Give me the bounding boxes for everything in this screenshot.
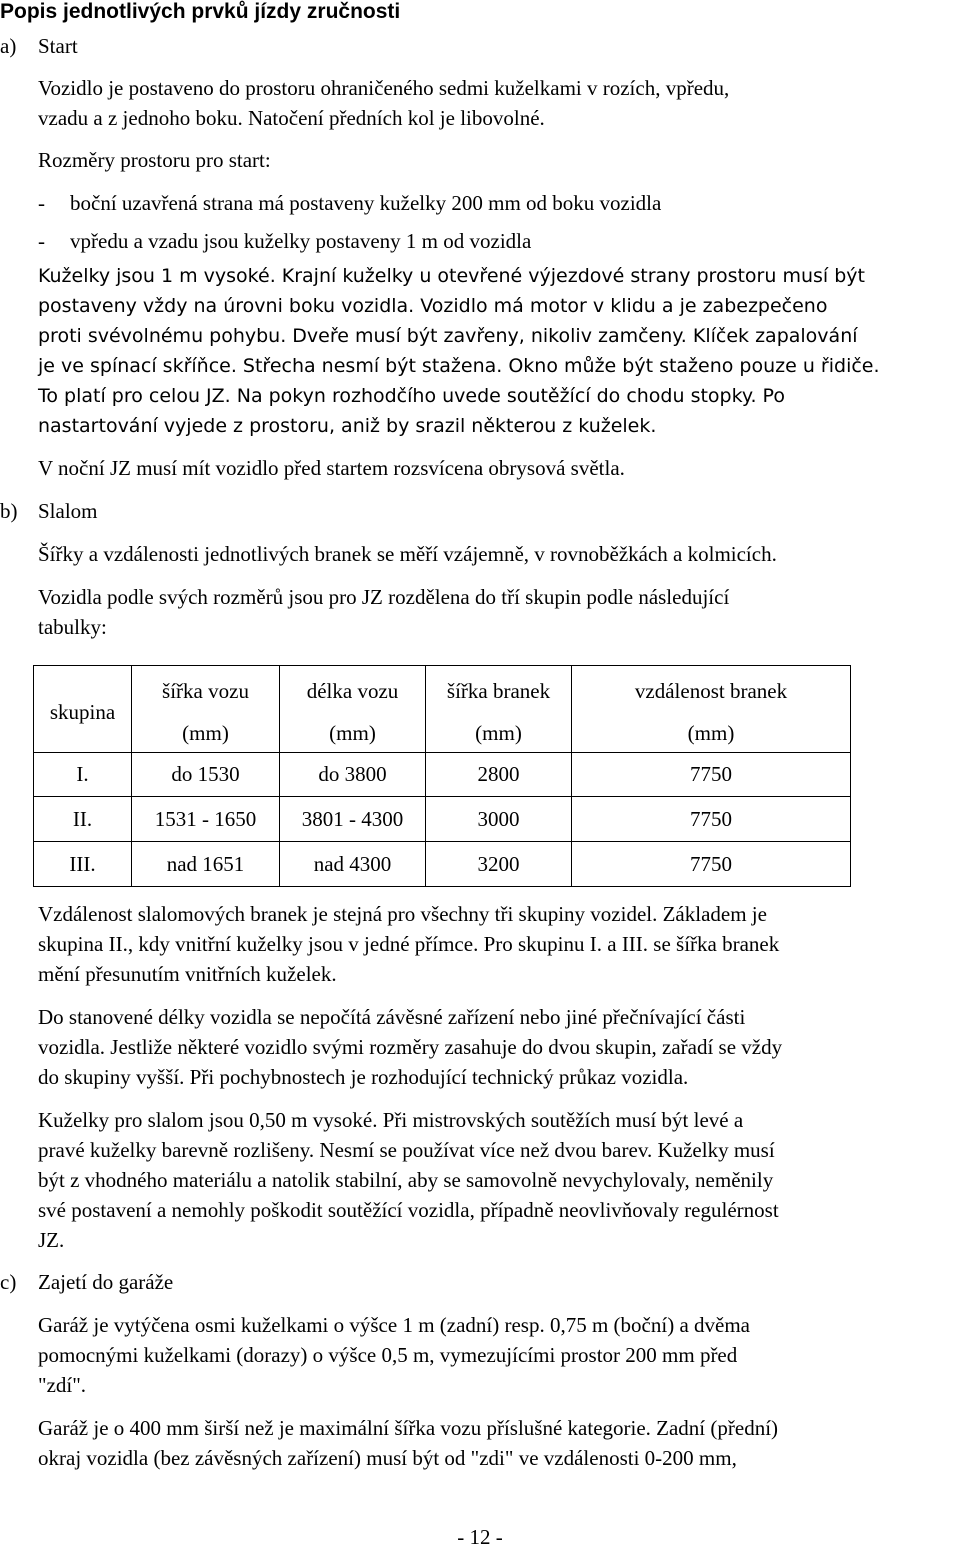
- header-gate-width: [426, 666, 572, 753]
- cell-group: I.: [34, 753, 132, 797]
- vehicle-groups-table: [33, 665, 851, 887]
- header-group-label: skupina: [49, 700, 116, 724]
- cell-gate-width: 3200: [426, 842, 572, 887]
- slalom-para-2-line-2: tabulky:: [38, 615, 107, 639]
- cell-car-length: 3801 - 4300: [280, 797, 426, 842]
- slalom-para-5-line-4: své postavení a nemohly poškodit soutěžící vozidla, případně neovlivňovaly regulérnost: [38, 1198, 779, 1222]
- slalom-para-3-line-1: Vzdálenost slalomových branek je stejná pro všechny tři skupiny vozidel. Základem je: [38, 902, 767, 926]
- slalom-para-4-line-1: Do stanovené délky vozidla se nepočítá závěsné zařízení nebo jiné přečnívající části: [38, 1005, 746, 1029]
- section-c-letter: c): [0, 1270, 17, 1294]
- cell-car-length: do 3800: [280, 753, 426, 797]
- cell-gate-width: 3000: [426, 797, 572, 842]
- slalom-para-4-line-2: vozidla. Jestliže některé vozidlo svými rozměry zasahuje do dvou skupin, zařadí se vždy: [38, 1035, 783, 1059]
- header-gate-width-label: šířka branek: [446, 679, 551, 703]
- slalom-para-3-line-2: skupina II., kdy vnitřní kuželky jsou v jedné přímce. Pro skupinu I. a III. se šířka branek: [38, 932, 780, 956]
- section-b-title: Slalom: [38, 499, 98, 523]
- header-gate-distance: [572, 666, 851, 753]
- header-car-width-label: šířka vozu: [162, 679, 249, 703]
- garage-para-2-line-2: okraj vozidla (bez závěsných zařízení) musí být od "zdi" ve vzdálenosti 0-200 mm,: [38, 1446, 737, 1470]
- dimensions-label: Rozměry prostoru pro start:: [38, 148, 271, 172]
- bullet-item-1: boční uzavřená strana má postaveny kuželky 200 mm od boku vozidla: [70, 191, 662, 215]
- cell-car-width: nad 1651: [132, 842, 280, 887]
- rules-line-5: To platí pro celou JZ. Na pokyn rozhodčího uvede soutěžící do chodu stopky. Po: [38, 385, 785, 407]
- garage-para-1-line-1: Garáž je vytýčena osmi kuželkami o výšce 1 m (zadní) resp. 0,75 m (boční) a dvěma: [38, 1313, 751, 1337]
- table-header-row: [34, 666, 851, 753]
- slalom-para-1: Šířky a vzdálenosti jednotlivých branek se měří vzájemně, v rovnoběžkách a kolmicích.: [38, 542, 777, 566]
- garage-para-2-line-1: Garáž je o 400 mm širší než je maximální šířka vozu příslušné kategorie. Zadní (přední): [38, 1416, 779, 1440]
- slalom-para-3-line-3: mění přesunutím vnitřních kuželek.: [38, 962, 337, 986]
- cell-gate-distance: 7750: [572, 797, 851, 842]
- header-gate-distance-unit: (mm): [687, 721, 735, 745]
- cell-car-length: nad 4300: [280, 842, 426, 887]
- header-car-length-unit: (mm): [329, 721, 376, 745]
- cell-car-width: 1531 - 1650: [132, 797, 280, 842]
- rules-line-1: Kuželky jsou 1 m vysoké. Krajní kuželky u otevřené výjezdové strany prostoru musí být: [38, 265, 865, 287]
- header-car-width-unit: (mm): [182, 721, 229, 745]
- table-row: [34, 797, 851, 842]
- section-c-title: Zajetí do garáže: [38, 1270, 174, 1294]
- rules-line-6: nastartování vyjede z prostoru, aniž by srazil některou z kuželek.: [38, 415, 657, 437]
- header-car-length-label: délka vozu: [306, 679, 399, 703]
- cell-group: II.: [34, 797, 132, 842]
- bullet-dash-2: -: [38, 229, 45, 253]
- page-number: - 12 -: [457, 1525, 503, 1549]
- rules-line-2: postaveny vždy na úrovni boku vozidla. Vozidlo má motor v klidu a je zabezpečeno: [38, 295, 828, 317]
- header-car-length: [280, 666, 426, 753]
- slalom-para-4-line-3: do skupiny vyšší. Při pochybnostech je rozhodující technický průkaz vozidla.: [38, 1065, 689, 1089]
- garage-para-1-line-3: "zdí".: [38, 1373, 87, 1397]
- cell-group: III.: [34, 842, 132, 887]
- rules-line-4: je ve spínací skříňce. Střecha nesmí být stažena. Okno může být staženo pouze u řidiče.: [38, 355, 880, 377]
- section-a-intro-line-1: Vozidlo je postaveno do prostoru ohraničeného sedmi kuželkami v rozích, vpředu,: [38, 76, 730, 100]
- cell-gate-distance: 7750: [572, 842, 851, 887]
- header-gate-distance-label: vzdálenost branek: [634, 679, 788, 703]
- slalom-para-2-line-1: Vozidla podle svých rozměrů jsou pro JZ rozdělena do tří skupin podle následující: [38, 585, 730, 609]
- table-row: [34, 753, 851, 797]
- bullet-item-2: vpředu a vzadu jsou kuželky postaveny 1 m od vozidla: [70, 229, 532, 253]
- section-a-title: Start: [38, 34, 78, 58]
- table-row: [34, 842, 851, 887]
- section-a-intro-line-2: vzadu a z jednoho boku. Natočení předních kol je libovolné.: [38, 106, 545, 130]
- slalom-para-5-line-3: být z vhodného materiálu a natolik stabilní, aby se samovolně nevychylovaly, neměnily: [38, 1168, 774, 1192]
- section-a-letter: a): [0, 34, 17, 58]
- section-b-letter: b): [0, 499, 18, 523]
- slalom-para-5-line-2: pravé kuželky barevně rozlišeny. Nesmí se používat více než dvou barev. Kuželky musí: [38, 1138, 775, 1162]
- slalom-para-5-line-1: Kuželky pro slalom jsou 0,50 m vysoké. Při mistrovských soutěžích musí být levé a: [38, 1108, 744, 1132]
- cell-gate-distance: 7750: [572, 753, 851, 797]
- header-car-width: [132, 666, 280, 753]
- header-gate-width-unit: (mm): [475, 721, 522, 745]
- cell-gate-width: 2800: [426, 753, 572, 797]
- cell-car-width: do 1530: [132, 753, 280, 797]
- slalom-para-5-line-5: JZ.: [38, 1228, 65, 1252]
- night-rule: V noční JZ musí mít vozidlo před startem rozsvícena obrysová světla.: [38, 456, 625, 480]
- garage-para-1-line-2: pomocnými kuželkami (dorazy) o výšce 0,5 m, vymezujícími prostor 200 mm před: [38, 1343, 738, 1367]
- page-heading: Popis jednotlivých prvků jízdy zručnosti: [0, 0, 401, 23]
- bullet-dash-1: -: [38, 191, 45, 215]
- header-group: [34, 666, 132, 753]
- rules-line-3: proti svévolnému pohybu. Dveře musí být zavřeny, nikoliv zamčeny. Klíček zapalování: [38, 325, 858, 347]
